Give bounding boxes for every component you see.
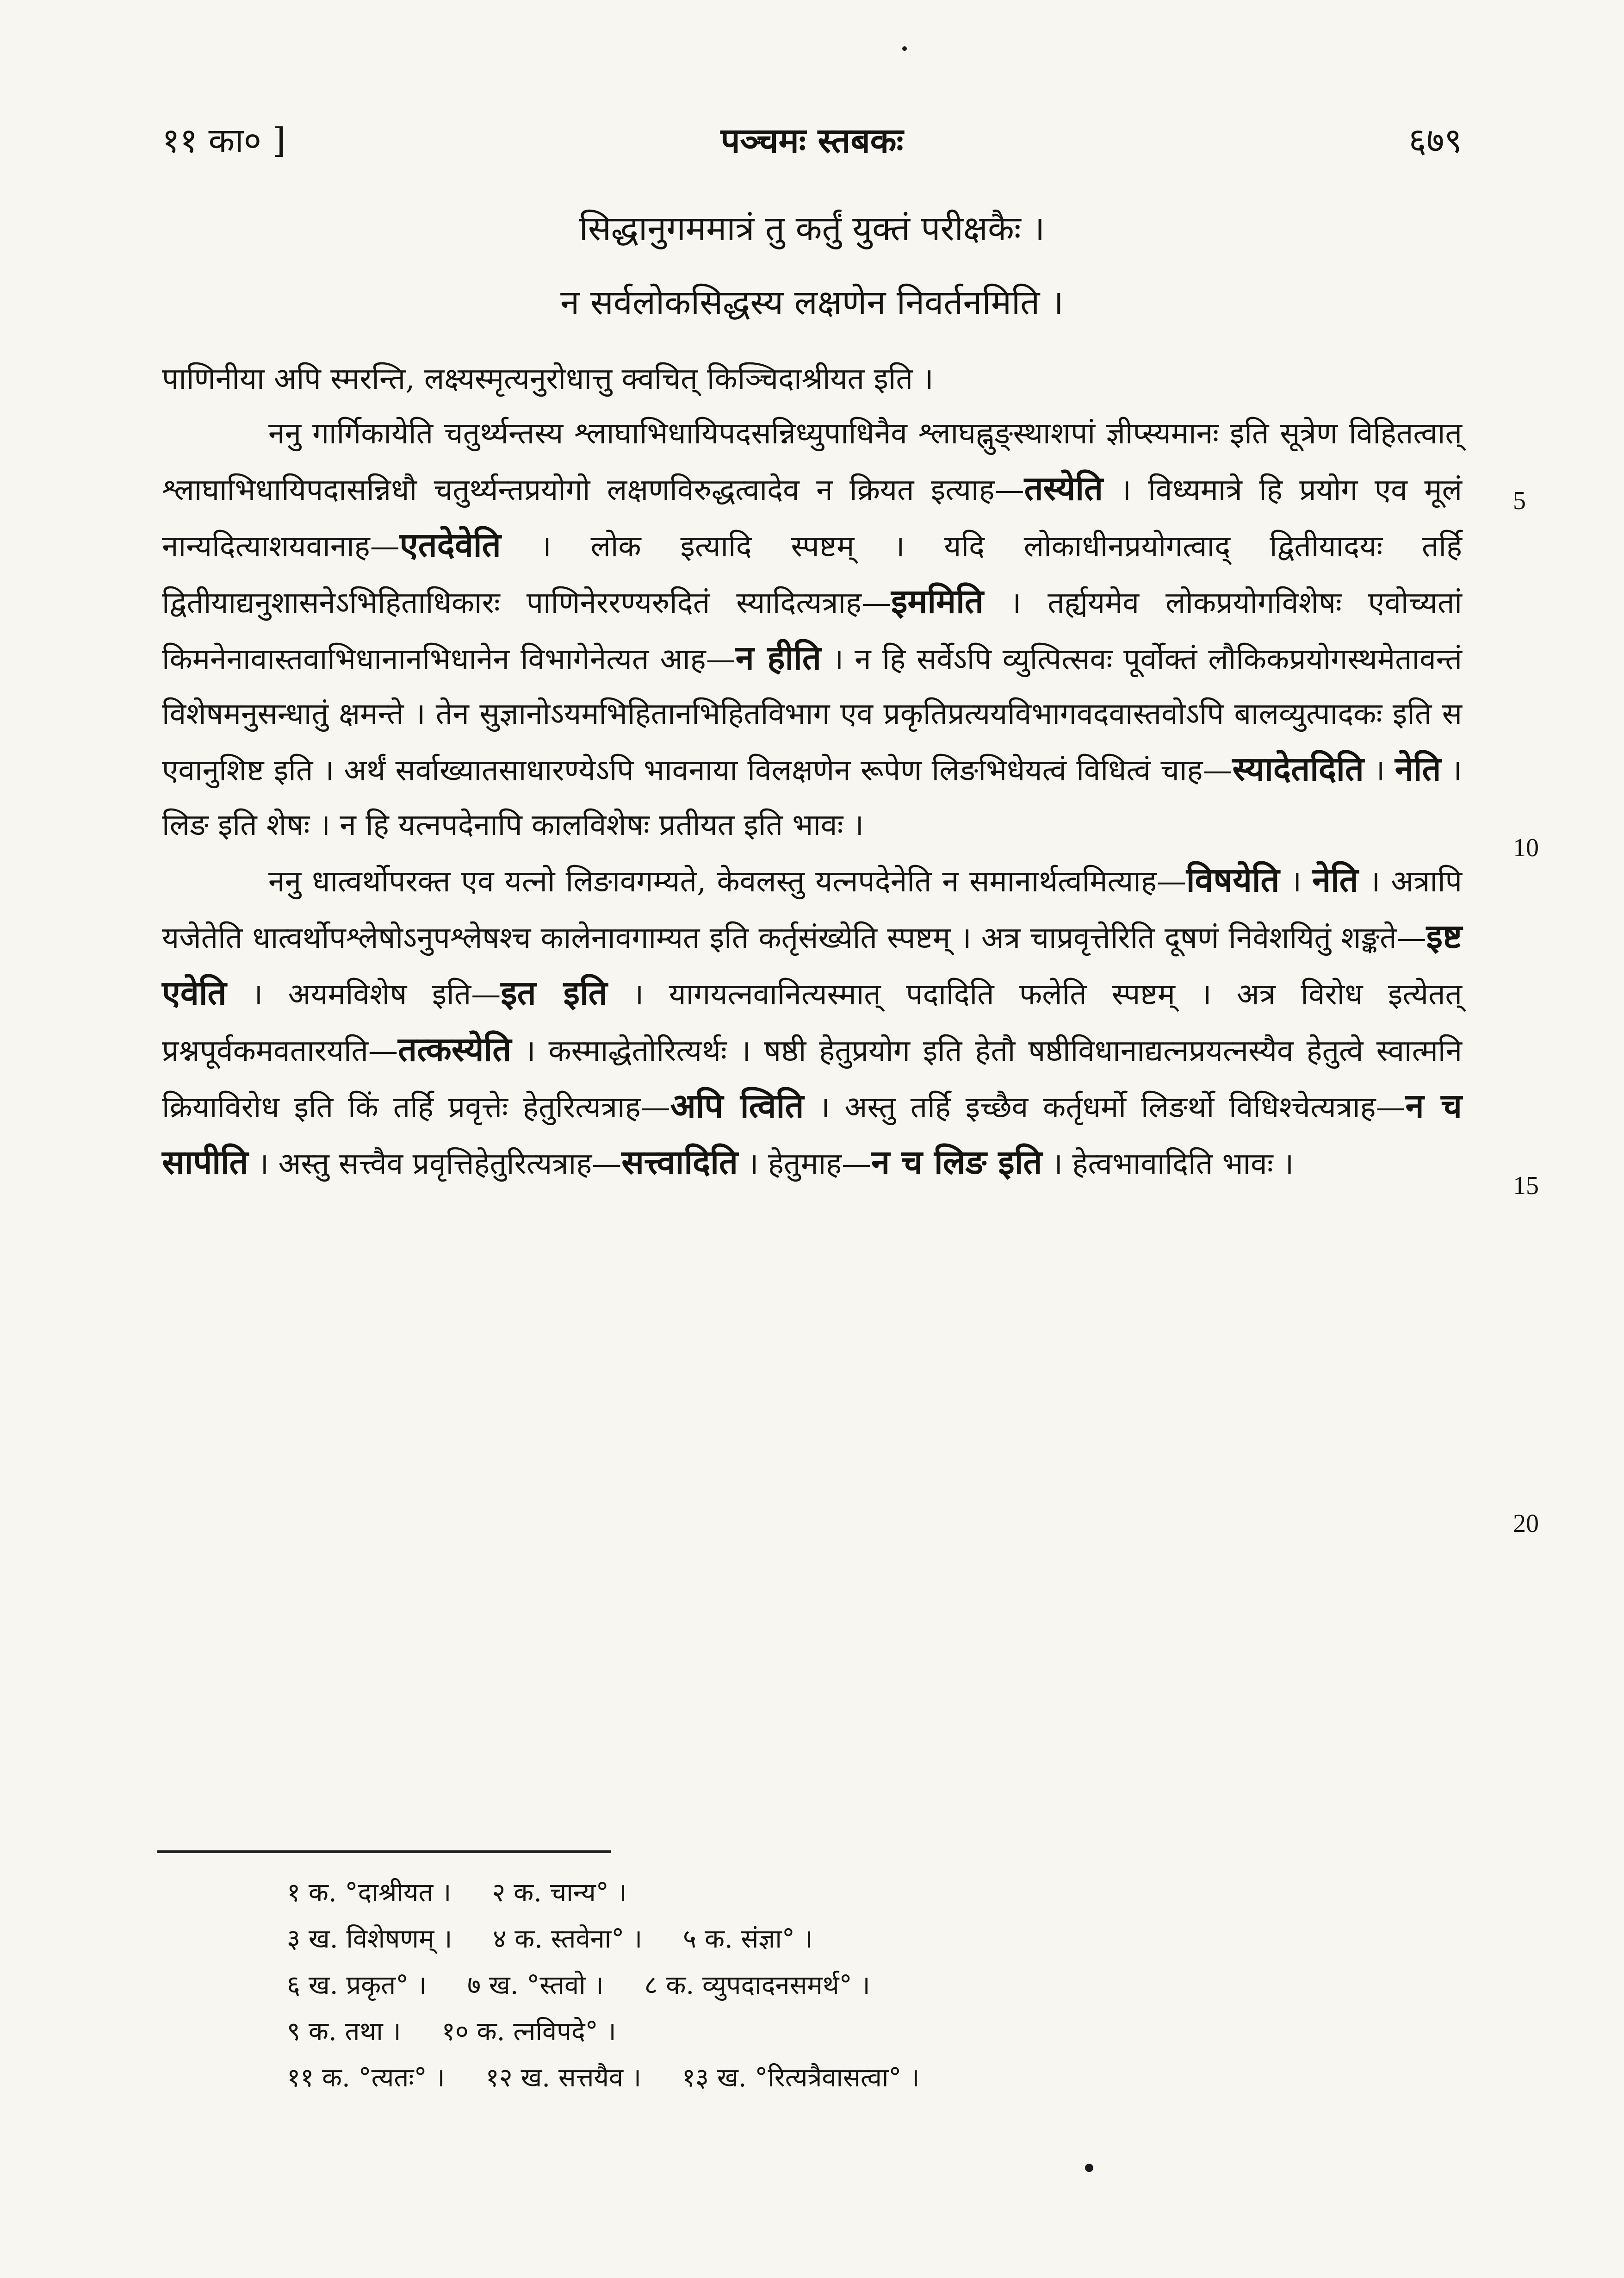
text-run: । अस्तु तर्हि इच्छैव कर्तृधर्मो लिङर्थो विधिश्चेत्यत्राह—	[818, 1090, 1406, 1125]
lemma: न हीति	[735, 638, 821, 677]
text-run: । लिङ इति शेषः । न हि यत्नपदेनापि कालविशेषः प्रतीयत इति भावः ।	[162, 753, 1463, 842]
lemma: स्यादेतदिति	[1232, 749, 1364, 788]
lemma: विषयेति	[1186, 860, 1280, 899]
lemma: नेति	[1395, 749, 1441, 788]
text-run: ।	[1290, 865, 1302, 899]
footnote: ७ ख. °स्तवो ।	[467, 1970, 604, 2000]
footnotes	[287, 1870, 1397, 2101]
lemma: तस्येति	[1024, 468, 1103, 508]
footnote-line	[287, 1962, 1397, 2009]
lemma: न च सापीति	[162, 1086, 1463, 1182]
text-run: । अत्रापि यजेतेति धात्वर्थोपश्लेषोऽनुपश्लेषश्च कालेनावगाम्यत इति कर्तृसंख्येति स्पष्टम् । अत्र चाप्रवृत्तेरिति दूषणं निवेशयितुं शङ्कते—	[162, 865, 1463, 955]
footnote: २ क. चान्य° ।	[492, 1878, 627, 1908]
line-number: 10	[1513, 834, 1539, 862]
footnote: ९ क. तथा ।	[287, 2017, 401, 2047]
line-number: 5	[1513, 486, 1526, 515]
commentary-body	[162, 352, 1462, 1191]
line-number: 15	[1513, 1171, 1539, 1200]
print-speck	[1085, 2164, 1093, 2172]
paragraph-2	[162, 406, 1462, 853]
text-run: । अस्तु सत्त्वैव प्रवृत्तिहेतुरित्यत्राह—	[257, 1147, 622, 1181]
header-section-ref: ११ का० ]	[162, 121, 286, 161]
footnote: ११ क. °त्यतः° ।	[287, 2063, 445, 2093]
footnote: १२ ख. सत्तयैव ।	[485, 2063, 642, 2093]
line-number: 20	[1513, 1509, 1539, 1538]
footnote-line	[287, 2009, 1397, 2055]
header-chapter-title: पञ्चमः स्तबकः	[720, 121, 904, 161]
text-run: ननु गार्गिकायेति चतुर्थ्यन्तस्य श्लाघाभिधायिपदसन्निध्युपाधिनैव श्लाघह्नुङ्स्थाशपां ज्ञीप्स्यमानः इति सूत्रेण विहितत्वात् श्लाघाभिधायिपदासन्निधौ चतुर्थ्यन्तप्रयोगो लक्षणविरुद्धत्वादेव न क्रियत इत्याह—	[162, 417, 1462, 507]
footnote: ४ क. स्तवेना° ।	[493, 1924, 643, 1954]
footnote-line	[287, 1916, 1397, 1962]
lemma: अपि त्विति	[670, 1086, 804, 1125]
verse-line-2: न सर्वलोकसिद्धस्य लक्षणेन निवर्तनमिति ।	[560, 283, 1064, 323]
footnote: ८ क. व्युपदादनसमर्थ° ।	[644, 1970, 870, 2000]
print-speck	[902, 46, 907, 51]
text-run: ।	[1374, 753, 1385, 788]
lemma: तत्कस्येति	[398, 1029, 512, 1069]
page-number: ६७९	[1408, 121, 1462, 161]
text-run: । अयमविशेष इति—	[251, 977, 501, 1012]
footnote: ६ ख. प्रकृत° ।	[287, 1970, 427, 2000]
lemma: एतदेवेति	[399, 525, 501, 564]
text-run: । कस्माद्धेतोरित्यर्थः । षष्ठी हेतुप्रयोग इति हेतौ षष्ठीविधानाद्यत्नप्रयत्नस्यैव हेतुत्वे स्वात्मनि क्रियाविरोध इति किं तर्हि प्रवृत्तेः हेतुरित्यत्राह—	[162, 1034, 1462, 1125]
footnote-line	[287, 1870, 1397, 1916]
lemma: न च लिङ इति	[871, 1142, 1042, 1182]
footnote: १० क. त्नविपदे° ।	[441, 2017, 616, 2047]
paragraph-3	[162, 853, 1462, 1191]
footnote: ३ ख. विशेषणम् ।	[287, 1924, 452, 1954]
lemma: इष्ट एवेति	[162, 916, 1462, 1012]
lemma: सत्त्वादिति	[621, 1142, 738, 1182]
verse-line-1: सिद्धानुगममात्रं तु कर्तुं युक्तं परीक्षकैः ।	[579, 209, 1045, 249]
footnote: ५ क. संज्ञा° ।	[683, 1924, 813, 1954]
text-run: । न हि सर्वेऽपि व्युत्पित्सवः पूर्वोक्तं लौकिकप्रयोगस्थमेतावन्तं विशेषमनुसन्धातुं क्षमन्ते । तेन सुज्ञानोऽयमभिहितानभिहितविभाग एव प्रकृतिप्रत्ययविभागवदवास्तवोऽपि बालव्युत्पादकः इति स एवानुशिष्ट इति । अर्थं सर्वाख्यातसाधारण्येऽपि भावनाया विलक्षणेन रूपेण लिङभिधेयत्वं विधित्वं चाह—	[162, 642, 1462, 788]
lemma: नेति	[1312, 860, 1358, 899]
text-run: । हेतुमाह—	[747, 1147, 872, 1181]
footnote: १३ ख. °रित्यत्रैवासत्वा° ।	[682, 2063, 920, 2093]
text-run: । विध्यमात्रे हि प्रयोग एव मूलं नान्यदित्याशयवानाह—	[162, 473, 1462, 564]
text-run: । लोक इत्यादि स्पष्टम् । यदि लोकाधीनप्रयोगत्वाद् द्वितीयादयः तर्हि द्वितीयाद्यनुशासनेऽभिहिताधिकारः पाणिनेररण्यरुदितं स्यादित्यत्राह—	[162, 529, 1463, 620]
text-run: ननु धात्वर्थोपरक्त एव यत्नो लिङावगम्यते, केवलस्तु यत्नपदेनेति न समानार्थत्वमित्याह—	[268, 865, 1186, 899]
lemma: इममिति	[891, 581, 984, 621]
footnote: १ क. °दाश्रीयत ।	[287, 1878, 452, 1908]
text-run: । हेत्वभावादिति भावः ।	[1051, 1147, 1294, 1181]
footnote-rule	[157, 1850, 611, 1853]
text-run: । तर्ह्ययमेव लोकप्रयोगविशेषः एवोच्यतां किमनेनावास्तवाभिधानानभिधानेन विभागेनेत्यत आह—	[162, 586, 1462, 677]
paragraph-1: पाणिनीया अपि स्मरन्ति, लक्ष्यस्मृत्यनुरोधात्तु क्वचित् किञ्चिदाश्रीयत इति ।	[162, 362, 934, 396]
footnote-line	[287, 2055, 1397, 2101]
lemma: इत इति	[501, 973, 607, 1012]
text-run: । यागयत्नवानित्यस्मात् पदादिति फलेति स्पष्टम् । अत्र विरोध इत्येतत् प्रश्नपूर्वकमवतारयति—	[162, 977, 1463, 1068]
running-header	[162, 116, 1462, 171]
